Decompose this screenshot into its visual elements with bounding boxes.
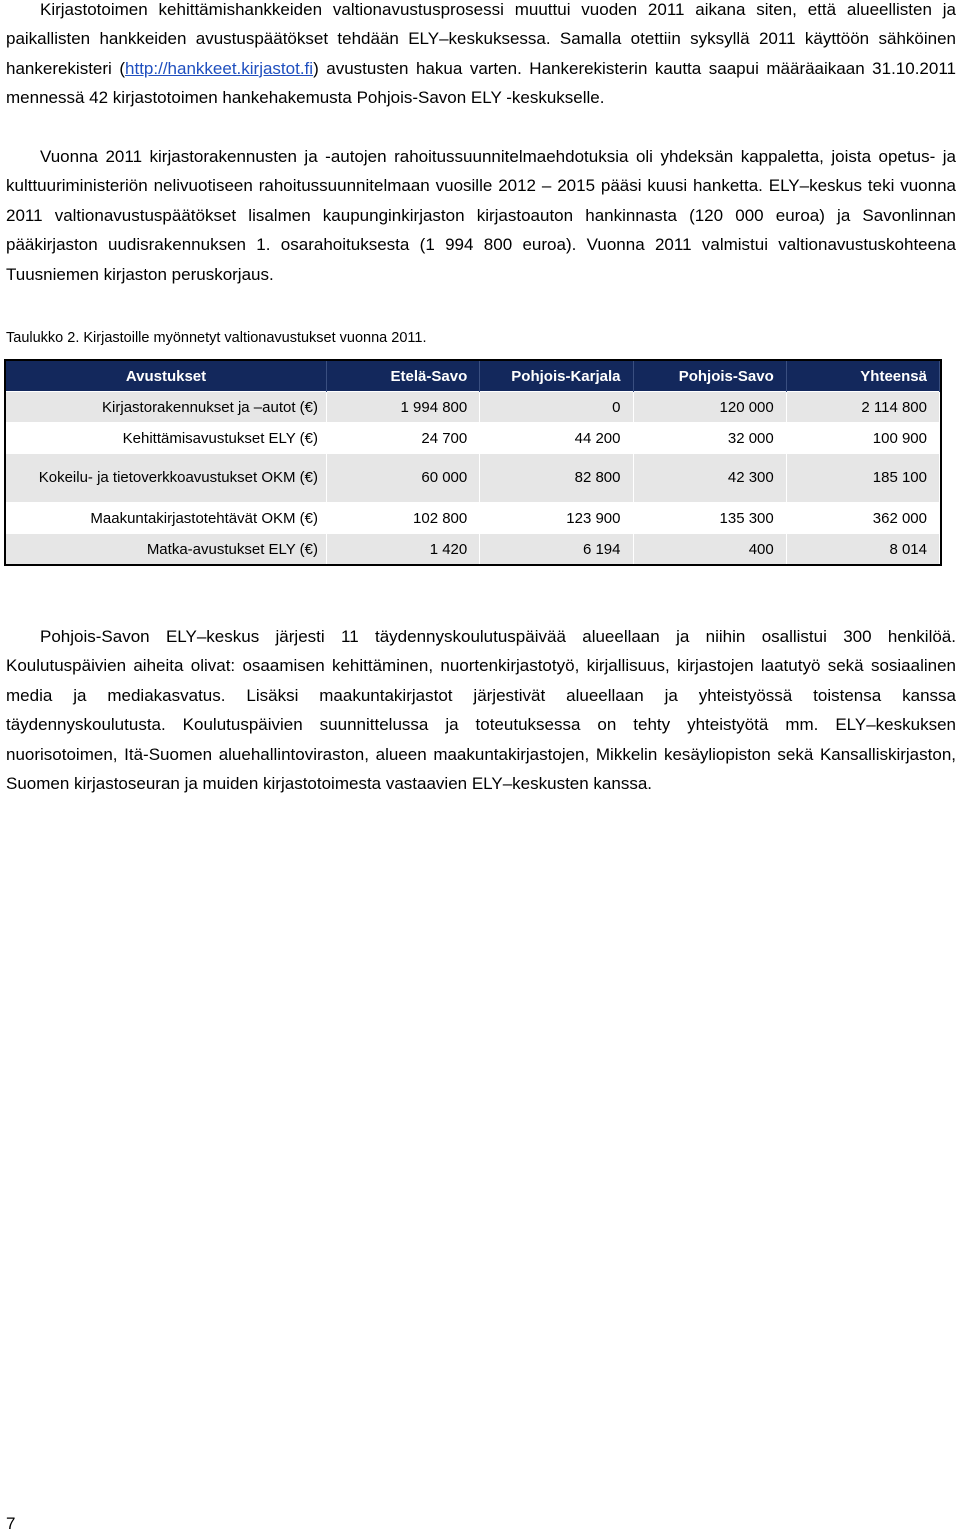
- cell-value: 24 700: [327, 423, 480, 454]
- cell-value: 32 000: [633, 423, 786, 454]
- cell-value: 1 420: [327, 534, 480, 565]
- cell-value: 135 300: [633, 503, 786, 534]
- cell-value: 60 000: [327, 454, 480, 503]
- cell-value: 8 014: [786, 534, 939, 565]
- table-header-row: [6, 361, 940, 392]
- grants-table-container: [4, 359, 942, 566]
- row-label: Maakuntakirjastotehtävät OKM (€): [6, 503, 327, 534]
- table-row: [6, 392, 940, 423]
- cell-value: 100 900: [786, 423, 939, 454]
- paragraph-intro: [6, 0, 956, 113]
- row-label: Kokeilu- ja tietoverkkoavustukset OKM (€): [6, 454, 327, 503]
- grants-table: [6, 361, 940, 564]
- header-yhteensa: Yhteensä: [786, 361, 939, 392]
- header-etela-savo: Etelä-Savo: [327, 361, 480, 392]
- cell-value: 123 900: [480, 503, 633, 534]
- page-number: 7: [6, 1514, 16, 1533]
- cell-value: 82 800: [480, 454, 633, 503]
- cell-value: 102 800: [327, 503, 480, 534]
- paragraph-building-grants: Vuonna 2011 kirjastorakennusten ja -autojen rahoitussuunnitelmaehdotuksia oli yhdeksän kappaletta, joista opetus- ja kulttuuriministeriön nelivuotiseen rahoitussuunnitelmaan vuosille 2012 – 2015 pääsi kuusi hanketta. ELY–keskus teki vuonna 2011 valtionavustuspäätökset lisalmen kaupunginkirjaston kirjastoauton hankinnasta (120 000 euroa) ja Savonlinnan pääkirjaston uudisrakennuksen 1. osarahoituksesta (1 994 800 euroa). Vuonna 2011 valmistui valtionavustuskohteena Tuusniemen kirjaston peruskorjaus.: [6, 147, 956, 284]
- cell-value: 42 300: [633, 454, 786, 503]
- cell-value: 185 100: [786, 454, 939, 503]
- cell-value: 362 000: [786, 503, 939, 534]
- cell-value: 1 994 800: [327, 392, 480, 423]
- hankerekisteri-link[interactable]: http://hankkeet.kirjastot.fi: [125, 58, 314, 78]
- cell-value: 44 200: [480, 423, 633, 454]
- cell-value: 6 194: [480, 534, 633, 565]
- table-caption: Taulukko 2. Kirjastoille myönnetyt valtionavustukset vuonna 2011.: [6, 330, 427, 346]
- paragraph-intro-text-start: Kirjastotoimen kehittämishankkeiden valtionavustusprosessi muuttui vuoden 2011 aikana siten, että alueellisten ja paikallisten hankkeiden avustuspäätökset tehdään ELY–keskuksessa. Samalla otettiin syksyllä 2011 käyttöön sähköinen hankerekisteri (: [6, 0, 956, 78]
- header-pohjois-savo: Pohjois-Savo: [633, 361, 786, 392]
- table-row: [6, 454, 940, 503]
- row-label: Matka-avustukset ELY (€): [6, 534, 327, 565]
- row-label: Kirjastorakennukset ja –autot (€): [6, 392, 327, 423]
- cell-value: 0: [480, 392, 633, 423]
- cell-value: 400: [633, 534, 786, 565]
- table-row: [6, 503, 940, 534]
- cell-value: 120 000: [633, 392, 786, 423]
- cell-value: 2 114 800: [786, 392, 939, 423]
- header-pohjois-karjala: Pohjois-Karjala: [480, 361, 633, 392]
- paragraph-intro-text-end: ) avustusten hakua varten. Hankerekisterin kautta saapui määräaikaan 31.10.2011 mennessä 42 kirjastotoimen hankehakemusta Pohjois-Savon ELY -keskukselle.: [6, 58, 956, 108]
- row-label: Kehittämisavustukset ELY (€): [6, 423, 327, 454]
- table-row: [6, 534, 940, 565]
- header-avustukset: Avustukset: [6, 361, 327, 392]
- paragraph-training: Pohjois-Savon ELY–keskus järjesti 11 täydennyskoulutuspäivää alueellaan ja niihin osallistui 300 henkilöä. Koulutuspäivien aiheita olivat: osaamisen kehittäminen, nuortenkirjastotyö, kirjallisuus, kirjastojen laatutyö sekä sosiaalinen media ja mediakasvatus. Lisäksi maakuntakirjastot järjestivät alueellaan ja yhteistyössä toistensa kanssa täydennyskoulutusta. Koulutuspäivien suunnittelussa ja toteutuksessa on tehty yhteistyötä mm. ELY–keskuksen nuorisotoimen, Itä-Suomen aluehallintoviraston, alueen maakuntakirjastojen, Mikkelin kesäyliopiston sekä Kansalliskirjaston, Suomen kirjastoseuran ja muiden kirjastotoimesta vastaavien ELY–keskusten kanssa.: [6, 627, 956, 794]
- table-row: [6, 423, 940, 454]
